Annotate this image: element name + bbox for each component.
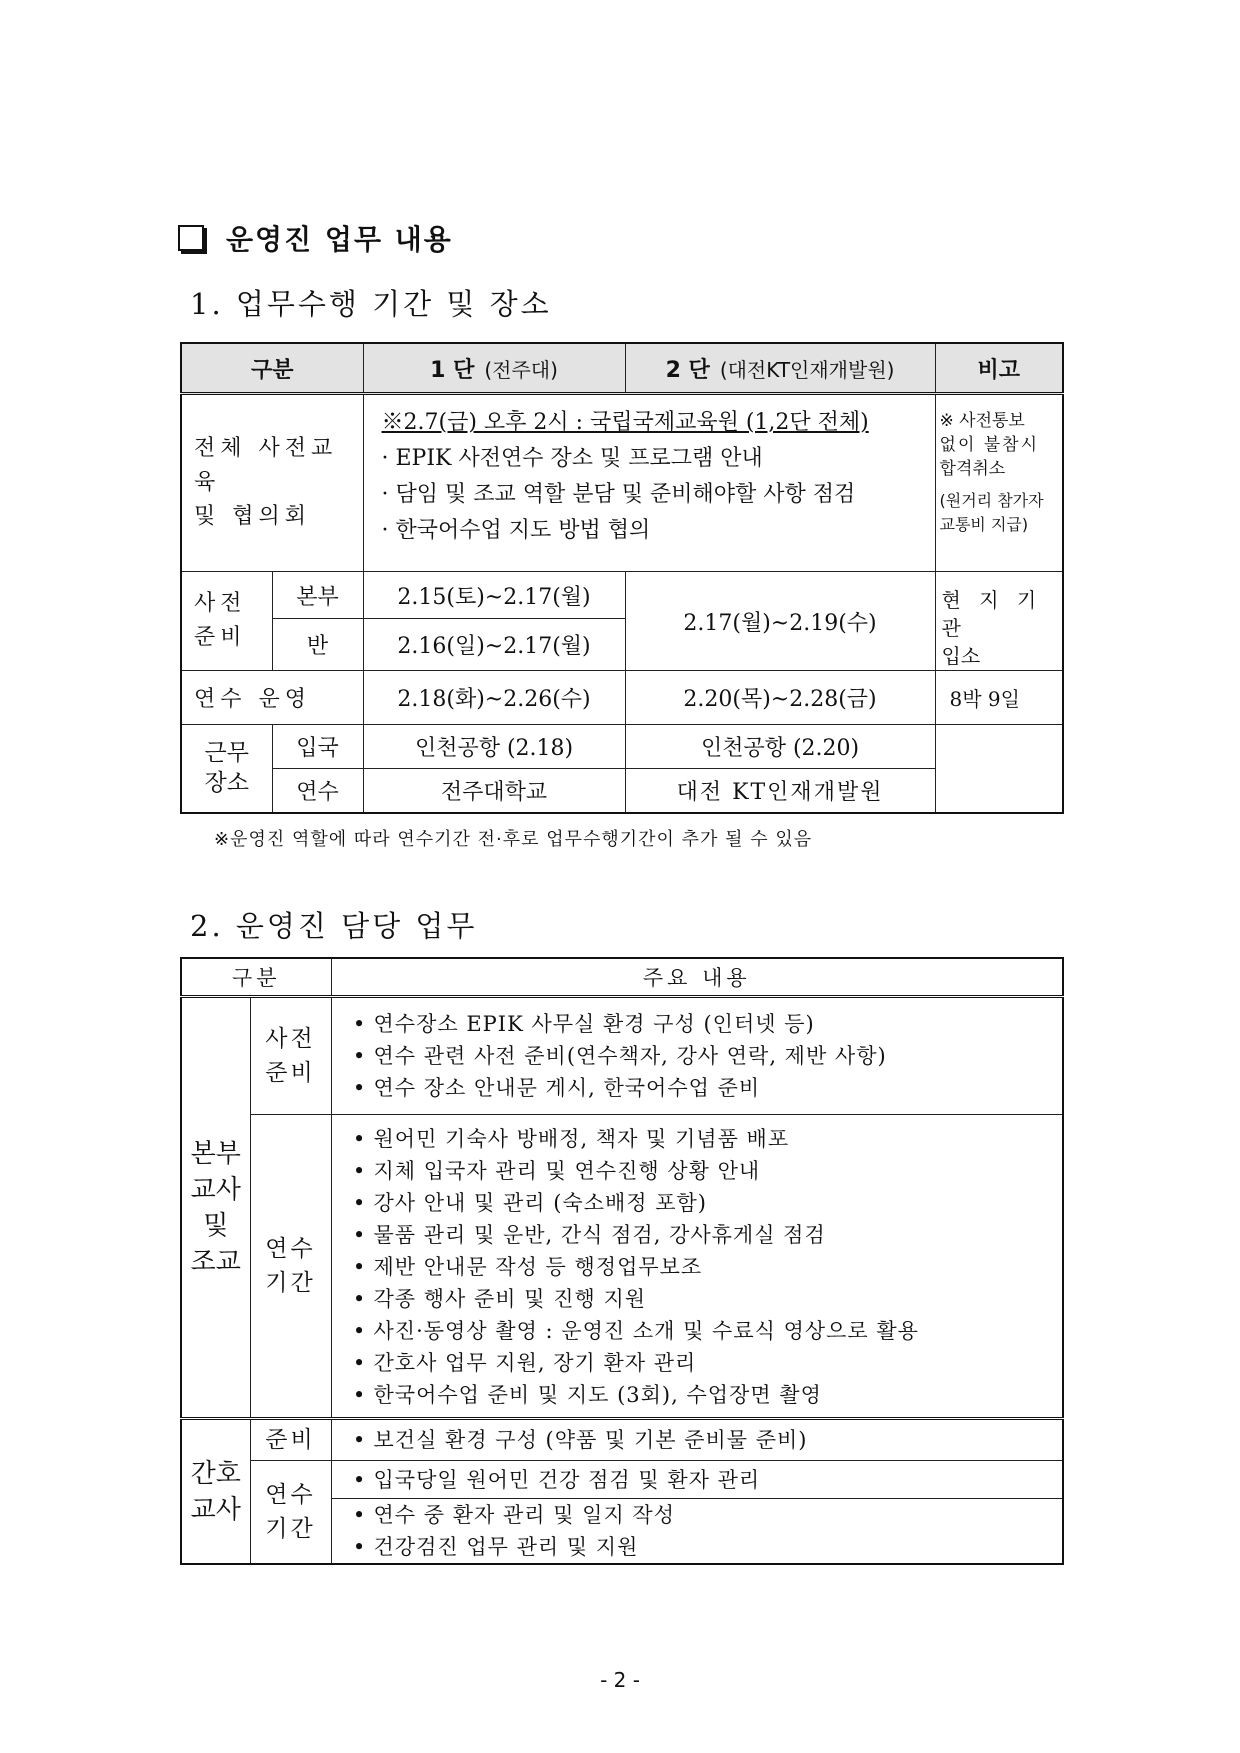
pre-training-note: ※ 사전통보 없이 불참시 합격취소 (원거리 참가자 교통비 지급) — [935, 394, 1063, 572]
duties-list-cell — [331, 1419, 1063, 1461]
header-remarks: 비고 — [935, 343, 1063, 394]
page-number: - 2 - — [600, 1668, 640, 1692]
preparation-type: 본부 — [272, 572, 363, 619]
operation-stage1: 2.18(화)~2.26(수) — [363, 671, 625, 725]
list-item: • 제반 안내문 작성 등 행정업무보조 — [346, 1251, 1063, 1283]
schedule-table — [180, 342, 1064, 814]
table-row — [181, 1115, 1063, 1419]
pre-training-label: 전체 사전교육 및 협의회 — [181, 394, 363, 572]
workplace-stage2: 대전 KT인재개발원 — [625, 769, 935, 813]
list-item: • 지체 입국자 관리 및 연수진행 상황 안내 — [346, 1155, 1063, 1187]
duties-list-cell — [331, 1115, 1063, 1419]
table-row — [181, 769, 1063, 813]
duties-list — [332, 1115, 1063, 1417]
table-row — [181, 1419, 1063, 1461]
list-item: • 각종 행사 준비 및 진행 지원 — [346, 1283, 1063, 1315]
duties-list-cell — [331, 1461, 1063, 1499]
duties-list-cell — [331, 997, 1063, 1115]
header-stage2: 2 단 (대전KT인재개발원) — [625, 343, 935, 394]
table-header-row — [181, 343, 1063, 394]
operation-stage2: 2.20(목)~2.28(금) — [625, 671, 935, 725]
list-item: • 연수장소 EPIK 사무실 환경 구성 (인터넷 등) — [346, 1008, 1063, 1040]
preparation-stage1: 2.15(토)~2.17(월) — [363, 572, 625, 619]
subsection-title-schedule: 1. 업무수행 기간 및 장소 — [190, 287, 552, 321]
workplace-type: 입국 — [272, 725, 363, 769]
pre-training-description — [363, 394, 935, 572]
workplace-stage1: 인천공항 (2.18) — [363, 725, 625, 769]
header-stage1: 1 단 (전주대) — [363, 343, 625, 394]
duties-list — [332, 1422, 1063, 1458]
pre-training-headline: ※2.7(금) 오후 2시 : 국립국제교육원 (1,2단 전체) — [381, 410, 869, 435]
preparation-stage1: 2.16(일)~2.17(월) — [363, 619, 625, 671]
preparation-note: 현 지 기 관 입소 — [935, 572, 1063, 671]
list-item: • 사진·동영상 촬영 : 운영진 소개 및 수료식 영상으로 활용 — [346, 1315, 1063, 1347]
duties-list — [332, 1004, 1063, 1108]
list-item: • 건강검진 업무 관리 및 지원 — [346, 1531, 1063, 1563]
list-item: · 담임 및 조교 역할 분담 및 준비해야할 사항 점검 — [381, 482, 856, 507]
subgroup-preparation: 준비 — [250, 1419, 331, 1461]
subsection-title-duties: 2. 운영진 담당 업무 — [190, 909, 478, 943]
operation-note: 8박 9일 — [935, 671, 1063, 725]
subgroup-training-period: 연수 기간 — [250, 1115, 331, 1419]
subgroup-preparation: 사전 준비 — [250, 997, 331, 1115]
duties-list-cell — [331, 1499, 1063, 1565]
preparation-stage2: 2.17(월)~2.19(수) — [625, 572, 935, 671]
table-row — [181, 997, 1063, 1115]
group-headquarters: 본부 교사 및 조교 — [181, 997, 250, 1419]
section-heading-text: 운영진 업무 내용 — [226, 223, 453, 256]
table-row — [181, 394, 1063, 572]
preparation-type: 반 — [272, 619, 363, 671]
table-row — [181, 572, 1063, 619]
workplace-type: 연수 — [272, 769, 363, 813]
duties-table — [180, 957, 1064, 1565]
checkbox-icon — [178, 225, 204, 251]
header-category: 구분 — [181, 958, 331, 997]
list-item: • 원어민 기숙사 방배정, 책자 및 기념품 배포 — [346, 1123, 1063, 1155]
list-item: • 물품 관리 및 운반, 간식 점검, 강사휴게실 점검 — [346, 1219, 1063, 1251]
list-item: · EPIK 사전연수 장소 및 프로그램 안내 — [381, 446, 763, 471]
list-item: • 입국당일 원어민 건강 점검 및 환자 관리 — [346, 1464, 1063, 1496]
table-header-row — [181, 958, 1063, 997]
footnote: ※운영진 역할에 따라 연수기간 전·후로 업무수행기간이 추가 될 수 있음 — [214, 829, 813, 850]
duties-list — [332, 1499, 1063, 1563]
preparation-label: 사전 준비 — [181, 572, 272, 671]
list-item: • 간호사 업무 지원, 장기 환자 관리 — [346, 1347, 1063, 1379]
workplace-stage2: 인천공항 (2.20) — [625, 725, 935, 769]
table-row — [181, 671, 1063, 725]
list-item: • 연수 장소 안내문 게시, 한국어수업 준비 — [346, 1072, 1063, 1104]
subgroup-training-period: 연수 기간 — [250, 1461, 331, 1565]
operation-label: 연수 운영 — [181, 671, 363, 725]
workplace-note — [935, 725, 1063, 813]
list-item: • 강사 안내 및 관리 (숙소배정 포함) — [346, 1187, 1063, 1219]
workplace-label: 근무 장소 — [181, 725, 272, 813]
section-heading — [178, 218, 453, 258]
workplace-stage1: 전주대학교 — [363, 769, 625, 813]
table-row — [181, 1461, 1063, 1499]
duties-list — [332, 1464, 1063, 1496]
list-item: · 한국어수업 지도 방법 협의 — [381, 518, 651, 543]
list-item: • 연수 관련 사전 준비(연수책자, 강사 연락, 제반 사항) — [346, 1040, 1063, 1072]
table-row — [181, 725, 1063, 769]
header-category: 구분 — [181, 343, 363, 394]
group-nurse: 간호 교사 — [181, 1419, 250, 1565]
list-item: • 한국어수업 준비 및 지도 (3회), 수업장면 촬영 — [346, 1379, 1063, 1411]
list-item: • 보건실 환경 구성 (약품 및 기본 준비물 준비) — [346, 1424, 1063, 1456]
header-content: 주요 내용 — [331, 958, 1063, 997]
list-item: • 연수 중 환자 관리 및 일지 작성 — [346, 1499, 1063, 1531]
